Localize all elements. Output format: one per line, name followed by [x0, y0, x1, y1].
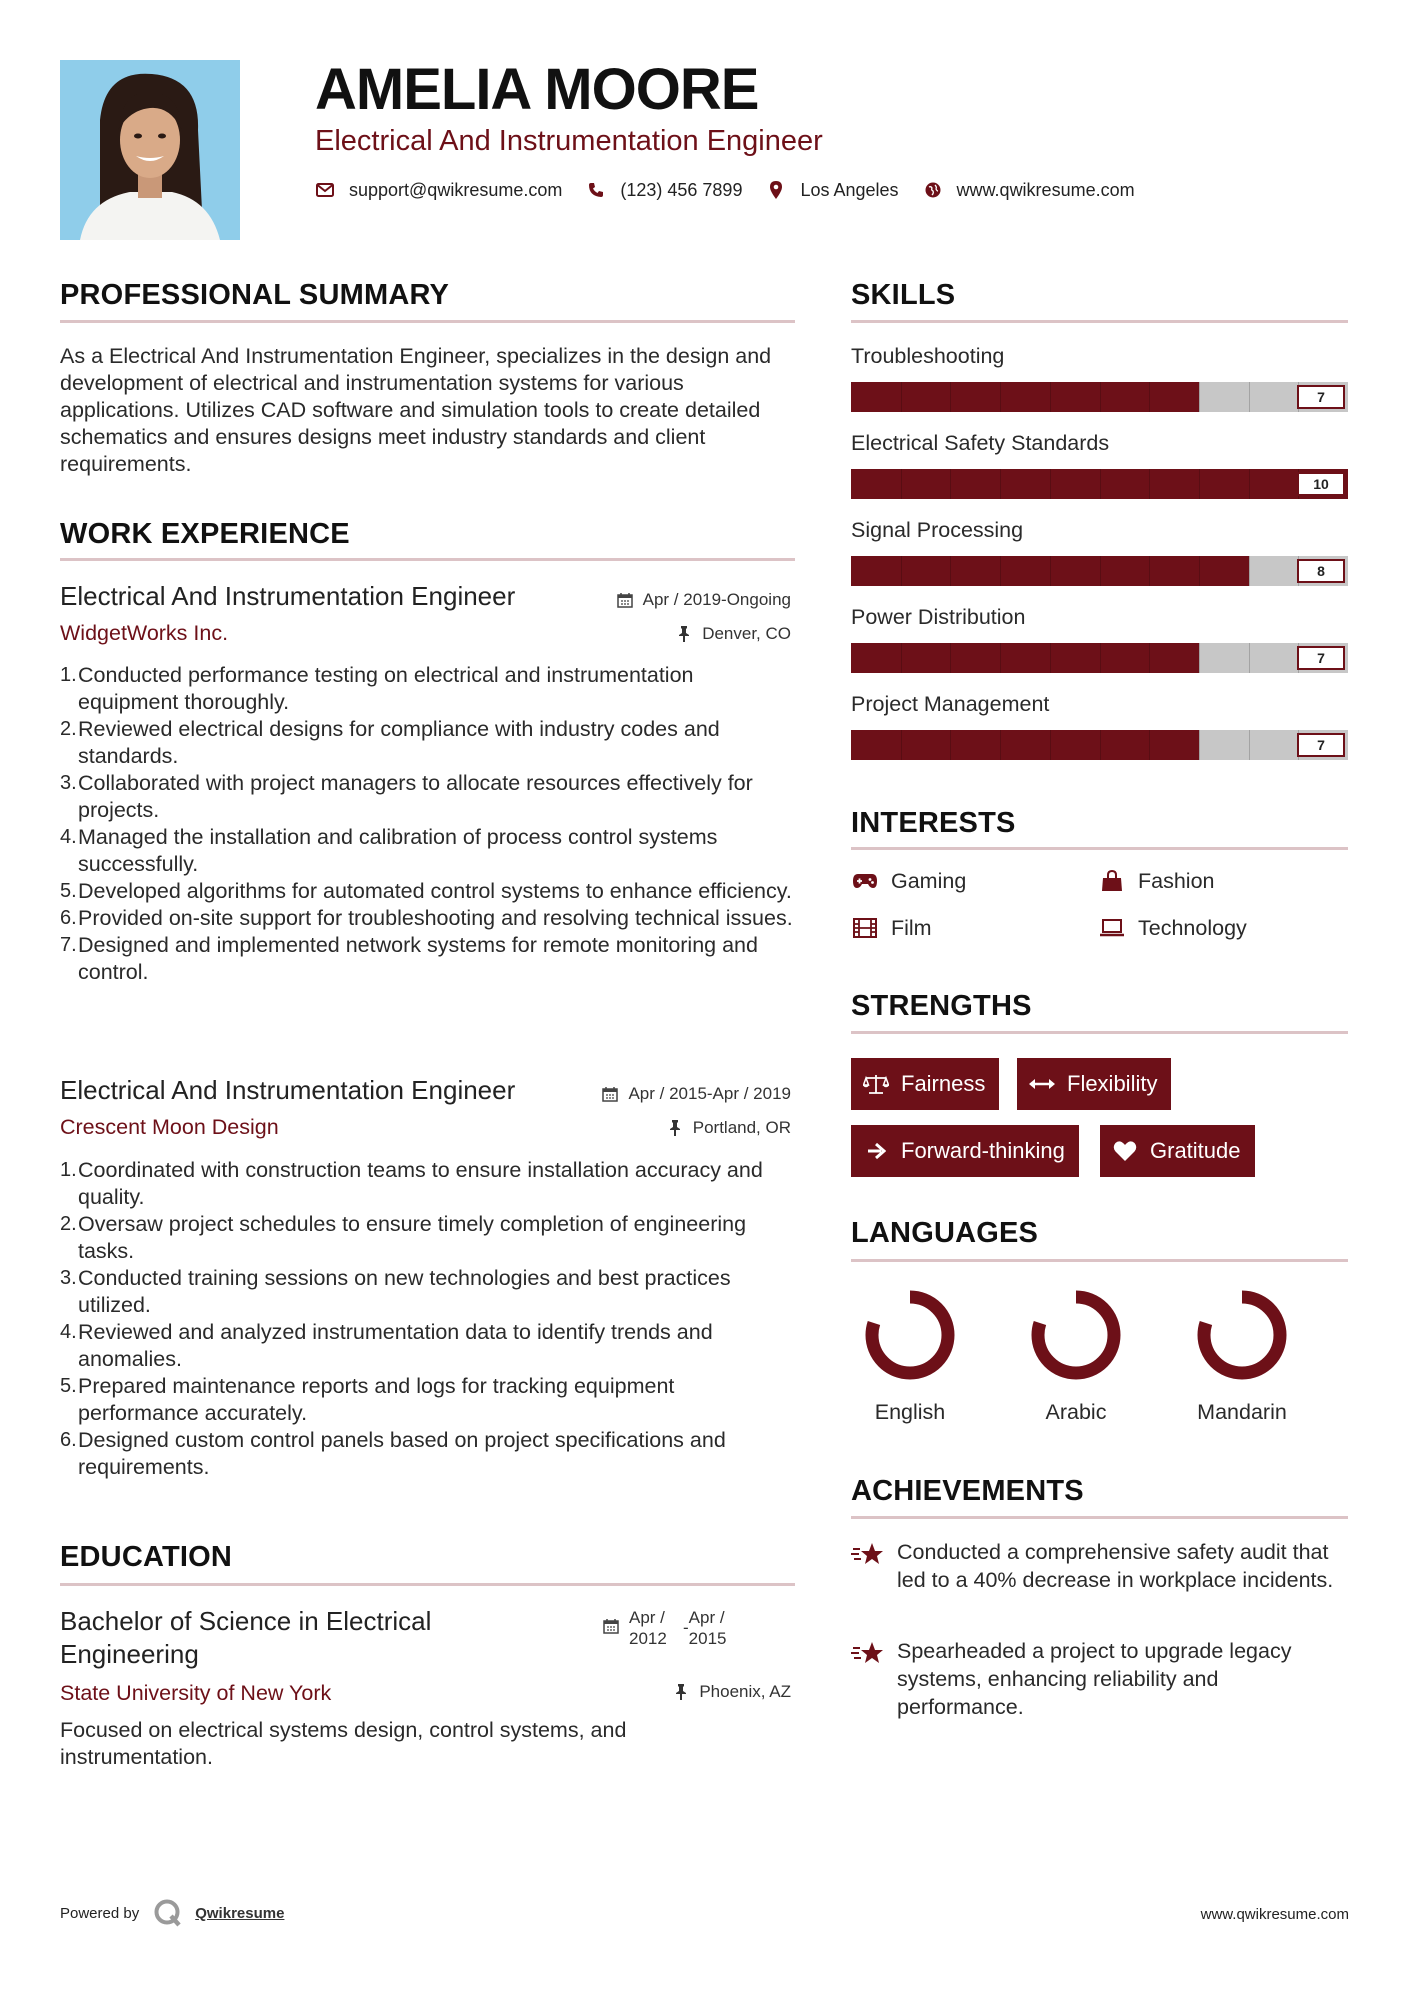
language-level-arc [1204, 1297, 1280, 1373]
strengths-title: STRENGTHS [851, 990, 1032, 1022]
list-item: Designed custom control panels based on project specifications and requirements. [78, 1428, 726, 1479]
skill-name: Project Management [851, 692, 1050, 716]
skill-bar-segment [901, 469, 902, 499]
skill-level-badge: 7 [1297, 646, 1345, 670]
skill-bar-segment [1249, 469, 1250, 499]
skill-level-badge: 8 [1297, 559, 1345, 583]
interest-label: Fashion [1138, 869, 1215, 893]
skill-bar-segment [1249, 730, 1250, 760]
strength-label: Gratitude [1150, 1138, 1241, 1163]
footer-powered-by [60, 1898, 284, 1928]
languages-title: LANGUAGES [851, 1217, 1039, 1249]
star-icon [851, 1637, 885, 1667]
skill-bar [851, 556, 1348, 586]
interests-divider [851, 847, 1348, 850]
skill-bar-segment [1000, 469, 1001, 499]
interest-item [851, 914, 932, 942]
skills-divider [851, 320, 1348, 323]
skill-bar-segment [1149, 469, 1150, 499]
achievement-text: Conducted a comprehensive safety audit that led to a 40% decrease in workplace incidents. [897, 1540, 1334, 1592]
list-item: Provided on-site support for troubleshooting and resolving technical issues. [78, 906, 793, 930]
interest-item [851, 867, 966, 895]
skill-bar-segment [950, 382, 951, 412]
strengths-divider [851, 1031, 1348, 1034]
phone-icon [586, 180, 606, 200]
skill-bar-segment [1149, 643, 1150, 673]
education-end-year: 2015 [688, 1629, 727, 1648]
skill-bar-segment [1050, 382, 1051, 412]
skill-level-badge: 10 [1297, 472, 1345, 496]
skill-bar-segment [1199, 556, 1200, 586]
skill-name: Power Distribution [851, 605, 1026, 629]
skill-bar-segment [901, 556, 902, 586]
interest-label: Gaming [891, 869, 967, 893]
list-item: Coordinated with construction teams to ensure installation accuracy and quality. [78, 1158, 763, 1209]
interests-title: INTERESTS [851, 807, 1016, 839]
language-level-arc [872, 1297, 948, 1373]
strength-tag [1100, 1125, 1255, 1177]
job-date-text: Apr / 2019-Ongoing [642, 590, 791, 609]
balance-scale-icon [863, 1072, 889, 1096]
star-icon [851, 1538, 885, 1568]
powered-by-label: Powered by [60, 1904, 140, 1922]
profile-photo [60, 60, 240, 240]
language-ring [1192, 1285, 1292, 1385]
skill-bar-segment [1199, 730, 1200, 760]
contact-bar [315, 176, 1159, 204]
language-name: English [874, 1400, 946, 1424]
achievements-title: ACHIEVEMENTS [851, 1475, 1084, 1507]
summary-divider [60, 320, 795, 323]
contact-website[interactable]: www.qwikresume.com [956, 179, 1135, 200]
summary-title: PROFESSIONAL SUMMARY [60, 279, 450, 311]
skill-bar-segment [1199, 382, 1200, 412]
language-ring [1026, 1285, 1126, 1385]
interest-item [1098, 914, 1247, 942]
job-duties-list [60, 662, 795, 986]
map-pin-icon [766, 180, 786, 200]
education-school: State University of New York [60, 1681, 332, 1705]
skill-bar-segment [1199, 643, 1200, 673]
list-item: Oversaw project schedules to ensure timely completion of engineering tasks. [78, 1212, 747, 1263]
contact-phone[interactable]: (123) 456 7899 [620, 179, 743, 200]
skill-bar-segment [1149, 382, 1150, 412]
globe-icon [923, 180, 943, 200]
film-icon [851, 916, 879, 940]
candidate-role: Electrical And Instrumentation Engineer [315, 125, 823, 157]
skill-bar-segment [950, 556, 951, 586]
education-start-month: Apr / [629, 1608, 665, 1627]
achievement-item [851, 1538, 1351, 1594]
education-start [629, 1607, 677, 1649]
calendar-icon [601, 1085, 619, 1103]
contact-location: Los Angeles [800, 179, 899, 200]
skill-bar-segment [1050, 730, 1051, 760]
interest-item [1098, 867, 1215, 895]
skill-bar [851, 730, 1348, 760]
job-date-text: Apr / 2015-Apr / 2019 [628, 1084, 791, 1103]
skill-bar-segment [901, 643, 902, 673]
language-ring [860, 1285, 960, 1385]
skill-bar-segment [1000, 730, 1001, 760]
qwikresume-logo-icon [153, 1898, 183, 1928]
list-item: Developed algorithms for automated control systems to enhance efficiency. [78, 879, 792, 903]
calendar-icon [602, 1617, 620, 1635]
languages-divider [851, 1259, 1348, 1262]
heart-icon [1112, 1139, 1138, 1163]
achievements-divider [851, 1516, 1348, 1519]
job-title: Electrical And Instrumentation Engineer [60, 581, 516, 611]
list-item: Prepared maintenance reports and logs for tracking equipment performance accurately. [78, 1374, 675, 1425]
skill-bar-segment [1249, 556, 1250, 586]
education-end [689, 1607, 737, 1649]
skill-bar [851, 469, 1348, 499]
education-title: EDUCATION [60, 1541, 233, 1573]
achievement-text: Spearheaded a project to upgrade legacy systems, enhancing reliability and performance. [897, 1639, 1292, 1719]
strength-label: Fairness [901, 1071, 986, 1096]
arrow-right-icon [863, 1139, 889, 1163]
strength-label: Forward-thinking [901, 1138, 1065, 1163]
skill-level-badge: 7 [1297, 733, 1345, 757]
education-start-year: 2012 [629, 1629, 667, 1648]
skill-bar-segment [1000, 556, 1001, 586]
footer-website[interactable]: www.qwikresume.com [1200, 1906, 1349, 1923]
language-name: Arabic [1045, 1400, 1107, 1424]
language-name: Mandarin [1197, 1400, 1287, 1424]
list-item: Reviewed and analyzed instrumentation data to identify trends and anomalies. [78, 1320, 713, 1371]
list-item: Reviewed electrical designs for compliance with industry codes and standards. [78, 717, 720, 768]
qwikresume-link[interactable]: Qwikresume [195, 1904, 285, 1922]
skill-bar-segment [1100, 643, 1101, 673]
skill-bar-segment [1149, 730, 1150, 760]
skill-bar [851, 382, 1348, 412]
envelope-icon [315, 180, 335, 200]
skill-bar-segment [1100, 556, 1101, 586]
job-company: WidgetWorks Inc. [60, 621, 229, 645]
pin-icon [666, 1119, 684, 1137]
arrows-horizontal-icon [1029, 1072, 1055, 1096]
laptop-icon [1098, 916, 1126, 940]
skill-bar-segment [1199, 469, 1200, 499]
shopping-bag-icon [1098, 869, 1126, 893]
education-description: Focused on electrical systems design, control systems, and instrumentation. [60, 1718, 627, 1769]
education-divider [60, 1583, 795, 1586]
skill-bar-segment [901, 382, 902, 412]
experience-title: WORK EXPERIENCE [60, 518, 350, 550]
interest-label: Technology [1138, 916, 1247, 940]
skill-bar-segment [1000, 382, 1001, 412]
skill-bar-segment [1100, 469, 1101, 499]
skill-bar-segment [1149, 556, 1150, 586]
skills-title: SKILLS [851, 279, 956, 311]
candidate-name: AMELIA MOORE [315, 57, 759, 122]
contact-email[interactable]: support@qwikresume.com [349, 179, 563, 200]
interest-label: Film [891, 916, 932, 940]
pin-icon [672, 1683, 690, 1701]
skill-bar-segment [950, 643, 951, 673]
strength-tag [851, 1058, 999, 1110]
job-location [675, 623, 791, 645]
education-location [672, 1681, 791, 1703]
skill-bar-segment [1249, 643, 1250, 673]
job-location [666, 1117, 791, 1139]
strength-label: Flexibility [1067, 1071, 1158, 1096]
achievement-item [851, 1637, 1351, 1721]
job-duties-list [60, 1157, 795, 1481]
pin-icon [675, 625, 693, 643]
skill-bar [851, 643, 1348, 673]
skill-name: Signal Processing [851, 518, 1024, 542]
job-location-text: Portland, OR [692, 1118, 791, 1137]
skill-bar-segment [1100, 730, 1101, 760]
skill-bar-fill [851, 730, 1199, 760]
skill-bar-segment [1050, 556, 1051, 586]
calendar-icon [616, 591, 634, 609]
skill-name: Troubleshooting [851, 344, 1005, 368]
strength-tag [1017, 1058, 1171, 1110]
job-title: Electrical And Instrumentation Engineer [60, 1075, 516, 1105]
skill-bar-fill [851, 643, 1199, 673]
skill-bar-segment [1050, 469, 1051, 499]
skill-bar-segment [1000, 643, 1001, 673]
skill-bar-segment [901, 730, 902, 760]
strength-tag [851, 1125, 1079, 1177]
job-date [601, 1083, 791, 1105]
education-end-month: Apr / [688, 1608, 725, 1627]
job-company: Crescent Moon Design [60, 1115, 279, 1139]
list-item: Conducted training sessions on new technologies and best practices utilized. [78, 1266, 731, 1317]
skill-level-badge: 7 [1297, 385, 1345, 409]
gamepad-icon [851, 869, 879, 893]
experience-divider [60, 558, 795, 561]
list-item: Collaborated with project managers to allocate resources effectively for projects. [78, 771, 753, 822]
education-date-separator: - [683, 1618, 689, 1637]
skill-bar-segment [950, 730, 951, 760]
education-location-text: Phoenix, AZ [699, 1682, 791, 1701]
list-item: Designed and implemented network systems for remote monitoring and control. [78, 933, 758, 984]
education-date [602, 1607, 737, 1649]
skill-bar-segment [1050, 643, 1051, 673]
job-location-text: Denver, CO [702, 624, 791, 643]
skill-bar-segment [950, 469, 951, 499]
skill-bar-segment [1100, 382, 1101, 412]
education-degree: Bachelor of Science in Electrical Engineering [60, 1606, 432, 1669]
skill-bar-fill [851, 382, 1199, 412]
job-date [616, 589, 791, 611]
skill-name: Electrical Safety Standards [851, 431, 1110, 455]
language-level-arc [1038, 1297, 1114, 1373]
summary-text: As a Electrical And Instrumentation Engineer, specializes in the design and development of electrical and instrumentation systems for various applications. Utilizes CAD software and simulation tools to create detailed schematics and ensures designs meet industry standards and client requirements. [60, 344, 772, 476]
list-item: Managed the installation and calibration of process control systems successfully. [78, 825, 718, 876]
list-item: Conducted performance testing on electrical and instrumentation equipment thoroughly. [78, 663, 694, 714]
skill-bar-segment [1249, 382, 1250, 412]
